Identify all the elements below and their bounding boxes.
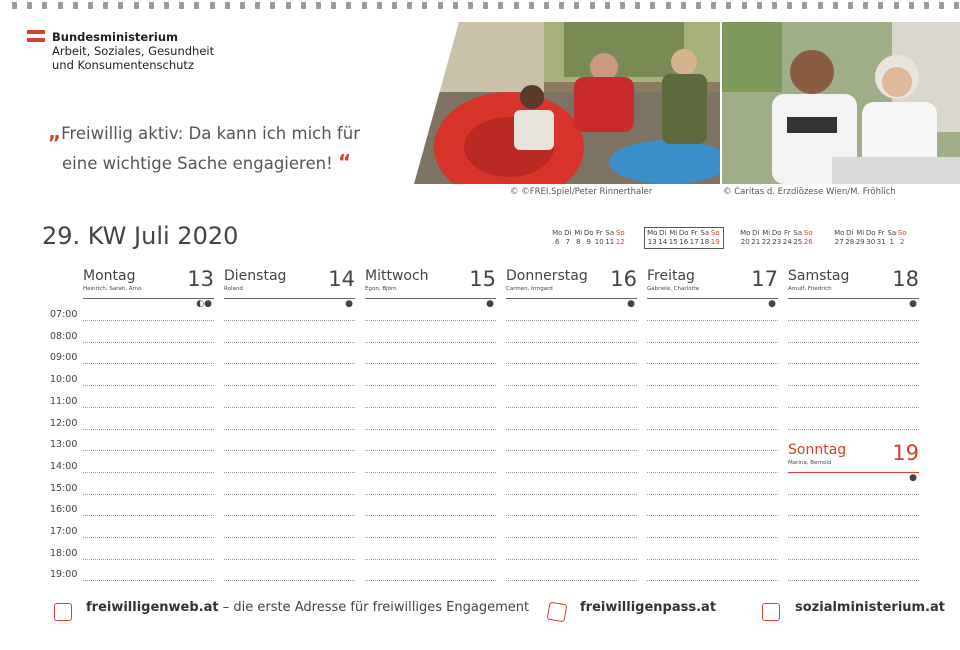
moon-phase-icon: ● (486, 299, 494, 309)
mini-calendar-date: 25 (793, 238, 803, 246)
mini-calendar-weekday: Do (678, 229, 689, 237)
binding-loop (696, 2, 701, 9)
web-icon (54, 603, 72, 621)
mini-calendar-date: 21 (751, 238, 761, 246)
binding-loop (787, 2, 792, 9)
time-slot-line[interactable] (647, 515, 778, 516)
time-slot-line[interactable] (365, 429, 496, 430)
time-slot-line[interactable] (506, 342, 637, 343)
quote-line-1: Freiwillig aktiv: Da kann ich mich für (61, 124, 360, 143)
time-slot-line[interactable] (224, 559, 355, 560)
time-slot-line[interactable] (365, 320, 496, 321)
mini-calendar-weekday: Di (846, 229, 854, 237)
day-number: 18 (892, 267, 919, 291)
day-tuesday (224, 267, 355, 309)
time-slot-line[interactable] (224, 472, 355, 473)
binding-loop (346, 2, 351, 9)
day-sunday (788, 441, 919, 483)
time-slot-line[interactable] (506, 407, 637, 408)
time-slot-line[interactable] (647, 342, 778, 343)
mini-calendar-week-30 (740, 229, 814, 247)
mini-calendar-date: 14 (658, 238, 668, 246)
time-label: 17:00 (50, 526, 78, 537)
time-label: 15:00 (50, 482, 78, 494)
mini-calendar-weekday: Mo (740, 229, 751, 237)
day-wednesday (365, 267, 496, 309)
mini-calendar-weekday: Mi (762, 229, 771, 237)
name-days: Marina, Bernold (788, 460, 832, 466)
mini-calendar-weekday: Di (659, 229, 667, 237)
time-slot-line[interactable] (506, 537, 637, 538)
time-slot-line[interactable] (647, 450, 778, 451)
mini-calendar-week-29 (644, 227, 724, 249)
day-number: 17 (751, 267, 778, 291)
mini-calendar-weekday: So (897, 229, 907, 237)
mini-calendar-weekday: Sa (793, 229, 803, 237)
time-slot-line[interactable] (83, 559, 214, 560)
binding-loop (620, 2, 625, 9)
time-label: 10:00 (50, 374, 78, 386)
time-slot-line[interactable] (365, 559, 496, 560)
time-label: 18:00 (50, 547, 78, 559)
binding-loop (194, 2, 199, 9)
mini-calendar-weekday: So (803, 229, 813, 237)
binding-loop (73, 2, 78, 9)
time-slot-line[interactable] (365, 342, 496, 343)
day-number: 14 (328, 267, 355, 291)
binding-loop (331, 2, 336, 9)
binding-loop (407, 2, 412, 9)
mini-calendar-weekday: Mi (669, 229, 678, 237)
mini-calendar-weekday: Do (583, 229, 594, 237)
mini-calendar-date: 17 (689, 238, 699, 246)
binding-loop (590, 2, 595, 9)
day-friday (647, 267, 778, 309)
time-slot-line[interactable] (83, 494, 214, 495)
time-slot-line[interactable] (647, 407, 778, 408)
mini-calendar-date: 30 (866, 238, 876, 246)
mini-calendar-date: 19 (710, 238, 720, 246)
binding-loop (103, 2, 108, 9)
mini-calendar-date: 9 (586, 238, 591, 246)
day-name: Montag (83, 268, 136, 284)
moon-phase-icon: ● (345, 299, 353, 309)
time-slot-line[interactable] (224, 407, 355, 408)
time-slot-line[interactable] (365, 537, 496, 538)
binding-loop (772, 2, 777, 9)
binding-loop (377, 2, 382, 9)
mini-calendar-date: 1 (889, 238, 894, 246)
ministry-line-1: Bundesministerium (52, 30, 178, 44)
mini-calendar-date: 29 (855, 238, 865, 246)
binding-loop (134, 2, 139, 9)
ministry-line-2: Arbeit, Soziales, Gesundheit (52, 44, 215, 58)
binding-loop (818, 2, 823, 9)
name-days: Carmen, Irmgard (506, 286, 553, 292)
binding-loop (635, 2, 640, 9)
photo-credit-2: © Caritas d. Erzdiözese Wien/M. Fröhlich (723, 187, 896, 197)
binding-loop (438, 2, 443, 9)
time-slot-line[interactable] (224, 342, 355, 343)
binding-loop (574, 2, 579, 9)
binding-loop (742, 2, 747, 9)
photo-credit-1: © ©FREI.Spiel/Peter Rinnerthaler (510, 187, 653, 197)
time-slot-line[interactable] (647, 559, 778, 560)
time-slot-line[interactable] (647, 472, 778, 473)
time-slot-line[interactable] (788, 320, 919, 321)
footer-link-1-desc: – die erste Adresse für freiwilliges Engagement (222, 600, 530, 615)
time-slot-line[interactable] (647, 385, 778, 386)
name-days: Heinrich, Sarah, Arno (83, 286, 142, 292)
footer-link-sozialministerium[interactable] (795, 600, 945, 615)
time-label: 11:00 (50, 395, 78, 407)
time-slot-line[interactable] (506, 320, 637, 321)
binding-loop (666, 2, 671, 9)
time-slot-line[interactable] (365, 385, 496, 386)
mini-calendar-weekday: Mo (552, 229, 563, 237)
day-monday (83, 267, 214, 309)
quote (48, 118, 408, 178)
moon-phase-icon: ◐● (196, 299, 212, 309)
binding-loop (149, 2, 154, 9)
footer-link-2-label[interactable]: freiwilligenpass.at (580, 600, 717, 615)
mini-calendar-weekday: Do (771, 229, 782, 237)
mini-calendar-date: 23 (772, 238, 782, 246)
mini-calendar-weekday: Di (752, 229, 760, 237)
day-name: Mittwoch (365, 268, 429, 284)
mini-calendar-date: 10 (594, 238, 604, 246)
mini-calendar-date: 28 (845, 238, 855, 246)
mini-calendar-date: 16 (679, 238, 689, 246)
time-slot-line[interactable] (83, 580, 214, 581)
footer-link-freiwilligenpass[interactable] (580, 600, 716, 615)
binding-loop (301, 2, 306, 9)
time-slot-line[interactable] (365, 363, 496, 364)
mini-calendar-weekday: Fr (596, 229, 603, 237)
time-slot-line[interactable] (224, 494, 355, 495)
binding-loop (58, 2, 63, 9)
binding-loop (924, 2, 929, 9)
time-slot-line[interactable] (365, 494, 496, 495)
austria-flag-icon (27, 30, 45, 42)
time-slot-line[interactable] (83, 450, 214, 451)
binding-loop (362, 2, 367, 9)
footer-link-3-label[interactable]: sozialministerium.at (795, 600, 945, 615)
ministry-line-3: und Konsumentenschutz (52, 58, 194, 72)
time-slot-line[interactable] (506, 450, 637, 451)
mini-calendar-weekday: So (710, 229, 720, 237)
time-label: 13:00 (50, 439, 78, 451)
mini-calendar-date: 7 (565, 238, 570, 246)
binding-loop (954, 2, 959, 9)
time-slot-line[interactable] (788, 559, 919, 560)
pass-icon (547, 602, 568, 623)
mini-calendar-date: 22 (761, 238, 771, 246)
time-slot-line[interactable] (788, 515, 919, 516)
binding-loop (909, 2, 914, 9)
time-slot-line[interactable] (788, 537, 919, 538)
footer-link-1-label[interactable]: freiwilligenweb.at (86, 600, 219, 615)
day-name: Donnerstag (506, 268, 588, 284)
quote-line-2: eine wichtige Sache engagieren! (62, 154, 333, 173)
binding-loop (453, 2, 458, 9)
binding-loop (316, 2, 321, 9)
binding-loop (894, 2, 899, 9)
time-label: 16:00 (50, 504, 78, 516)
binding-loop (529, 2, 534, 9)
time-slot-line[interactable] (647, 320, 778, 321)
time-slot-line[interactable] (224, 580, 355, 581)
binding-loop (848, 2, 853, 9)
time-slot-line[interactable] (224, 385, 355, 386)
time-slot-line[interactable] (788, 580, 919, 581)
mini-calendar-date: 31 (876, 238, 886, 246)
ministry-building-icon (762, 603, 780, 621)
time-slot-line[interactable] (224, 429, 355, 430)
binding-loop (468, 2, 473, 9)
binding-loop (605, 2, 610, 9)
mini-calendar-date: 20 (740, 238, 750, 246)
footer-link-freiwilligenweb[interactable] (86, 600, 529, 615)
binding-loop (726, 2, 731, 9)
time-slot-line[interactable] (365, 580, 496, 581)
mini-calendar-weekday: Mo (834, 229, 845, 237)
binding-loop (42, 2, 47, 9)
time-label: 19:00 (50, 569, 78, 581)
name-days: Gabriele, Charlotte (647, 286, 700, 292)
moon-phase-icon: ● (768, 299, 776, 309)
mini-calendar-weekday: Mi (574, 229, 583, 237)
day-thursday (506, 267, 637, 309)
time-slot-line[interactable] (647, 537, 778, 538)
time-label: 12:00 (50, 417, 78, 429)
day-number: 16 (610, 267, 637, 291)
time-slot-line[interactable] (506, 580, 637, 581)
mini-calendar-date: 11 (605, 238, 615, 246)
binding-loop (833, 2, 838, 9)
mini-calendar-weekday: Mi (856, 229, 865, 237)
time-slot-line[interactable] (788, 494, 919, 495)
day-name: Sonntag (788, 442, 847, 458)
binding-loop (225, 2, 230, 9)
time-slot-line[interactable] (83, 429, 214, 430)
time-slot-line[interactable] (83, 472, 214, 473)
time-slot-line[interactable] (506, 363, 637, 364)
day-number: 15 (469, 267, 496, 291)
binding-loop (88, 2, 93, 9)
quote-close-mark: “ (337, 150, 352, 174)
mini-calendar-weekday: Di (564, 229, 572, 237)
binding-loop (12, 2, 17, 9)
time-slot-line[interactable] (506, 472, 637, 473)
time-slot-line[interactable] (83, 537, 214, 538)
mini-calendar-weekday: Sa (605, 229, 615, 237)
mini-calendar-weekday: Fr (878, 229, 885, 237)
photo-playground (414, 22, 720, 184)
mini-calendar-weekday: Do (865, 229, 876, 237)
binding-loop (711, 2, 716, 9)
mini-calendar-date: 12 (615, 238, 625, 246)
mini-calendar-weekday: Sa (887, 229, 897, 237)
time-label: 14:00 (50, 460, 78, 472)
time-slot-line[interactable] (224, 537, 355, 538)
day-number: 19 (892, 441, 919, 465)
time-label: 09:00 (50, 352, 78, 364)
mini-calendar-weekday: Mo (647, 229, 658, 237)
time-slot-line[interactable] (83, 407, 214, 408)
time-slot-line[interactable] (506, 559, 637, 560)
time-slot-line[interactable] (506, 494, 637, 495)
time-slot-line[interactable] (788, 363, 919, 364)
binding-loop (514, 2, 519, 9)
binding-loop (757, 2, 762, 9)
name-days: Roland (224, 286, 243, 292)
time-label: 08:00 (50, 330, 78, 342)
time-slot-line[interactable] (365, 407, 496, 408)
mini-calendar-date: 8 (576, 238, 581, 246)
day-name: Samstag (788, 268, 850, 284)
mini-calendar-date: 15 (668, 238, 678, 246)
time-slot-line[interactable] (788, 407, 919, 408)
time-slot-line[interactable] (83, 342, 214, 343)
binding-loop (559, 2, 564, 9)
moon-phase-icon: ● (909, 473, 917, 483)
binding-loop (118, 2, 123, 9)
mini-calendar-date: 13 (647, 238, 657, 246)
spiral-binding (0, 0, 960, 12)
binding-loop (544, 2, 549, 9)
ministry-name (52, 30, 214, 72)
binding-loop (240, 2, 245, 9)
moon-phase-icon: ● (909, 299, 917, 309)
time-slot-line[interactable] (647, 580, 778, 581)
time-slot-line[interactable] (365, 450, 496, 451)
time-slot-line[interactable] (788, 342, 919, 343)
mini-calendar-week-28 (552, 229, 626, 247)
mini-calendar-weekday: So (615, 229, 625, 237)
binding-loop (164, 2, 169, 9)
mini-calendar-date: 24 (782, 238, 792, 246)
binding-loop (802, 2, 807, 9)
week-title: 29. KW Juli 2020 (42, 222, 239, 250)
name-days: Arnulf, Friedrich (788, 286, 832, 292)
binding-loop (681, 2, 686, 9)
mini-calendar-date: 27 (834, 238, 844, 246)
time-slot-line[interactable] (365, 515, 496, 516)
time-slot-line[interactable] (788, 429, 919, 430)
day-number: 13 (187, 267, 214, 291)
photo-reading (722, 22, 960, 184)
mini-calendar-date: 26 (803, 238, 813, 246)
name-days: Egon, Björn (365, 286, 397, 292)
time-slot-line[interactable] (83, 515, 214, 516)
binding-loop (863, 2, 868, 9)
time-slot-line[interactable] (647, 363, 778, 364)
binding-loop (498, 2, 503, 9)
binding-loop (939, 2, 944, 9)
time-label: 07:00 (50, 309, 78, 320)
binding-loop (270, 2, 275, 9)
binding-loop (650, 2, 655, 9)
mini-calendar-date: 18 (700, 238, 710, 246)
time-slot-line[interactable] (647, 429, 778, 430)
mini-calendar-weekday: Fr (691, 229, 698, 237)
quote-open-mark: „ (48, 120, 62, 144)
day-name: Dienstag (224, 268, 287, 284)
binding-loop (286, 2, 291, 9)
binding-loop (878, 2, 883, 9)
time-slot-line[interactable] (224, 515, 355, 516)
time-slot-line[interactable] (506, 429, 637, 430)
time-slot-line[interactable] (506, 385, 637, 386)
time-slot-line[interactable] (647, 494, 778, 495)
binding-loop (27, 2, 32, 9)
day-name: Freitag (647, 268, 695, 284)
binding-loop (483, 2, 488, 9)
mini-calendar-week-31 (834, 229, 908, 247)
time-slot-line[interactable] (224, 363, 355, 364)
binding-loop (422, 2, 427, 9)
binding-loop (210, 2, 215, 9)
time-slot-line[interactable] (83, 363, 214, 364)
time-slot-line[interactable] (506, 515, 637, 516)
mini-calendar-date: 6 (555, 238, 560, 246)
time-slot-line[interactable] (224, 320, 355, 321)
moon-phase-icon: ● (627, 299, 635, 309)
time-slot-line[interactable] (788, 385, 919, 386)
mini-calendar-date: 2 (900, 238, 905, 246)
binding-loop (179, 2, 184, 9)
binding-loop (255, 2, 260, 9)
time-slot-line[interactable] (365, 472, 496, 473)
mini-calendar-weekday: Sa (700, 229, 710, 237)
time-slot-line[interactable] (83, 320, 214, 321)
time-slot-line[interactable] (224, 450, 355, 451)
binding-loop (392, 2, 397, 9)
time-slot-line[interactable] (83, 385, 214, 386)
day-saturday (788, 267, 919, 309)
mini-calendar-weekday: Fr (784, 229, 791, 237)
